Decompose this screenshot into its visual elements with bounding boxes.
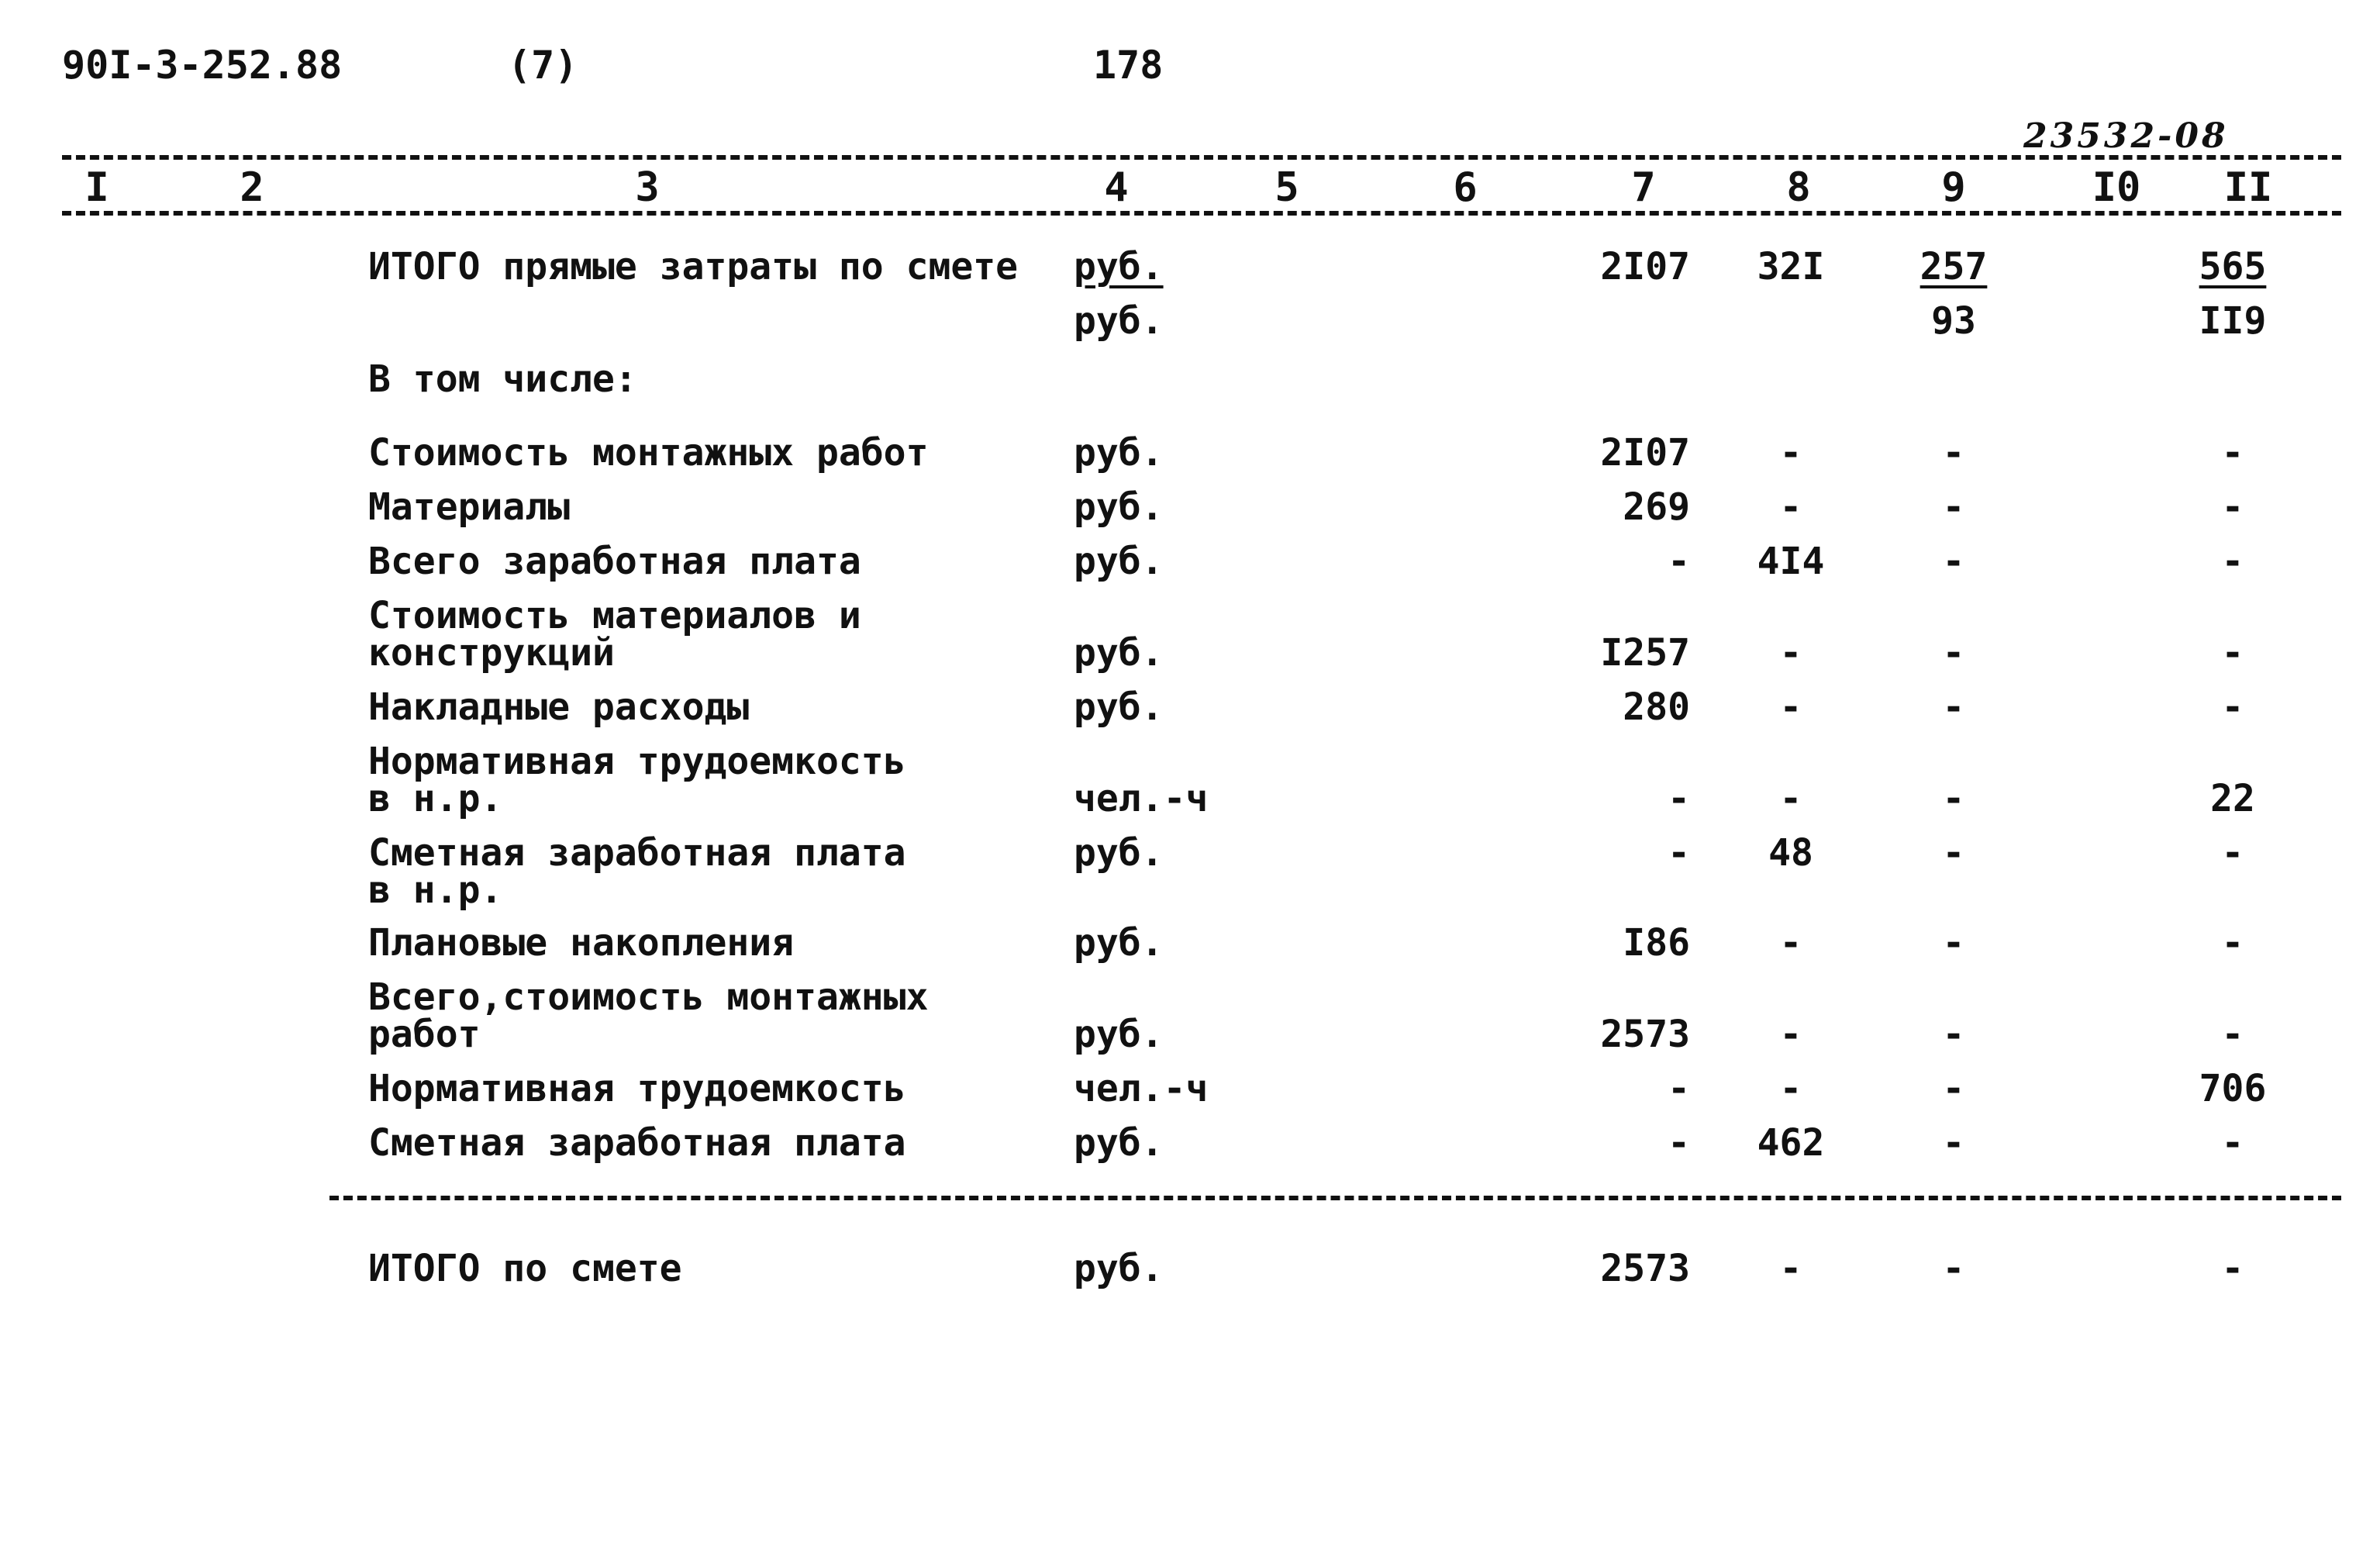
cell-col7: 2I07	[1600, 431, 1690, 475]
cell-col8: -	[1779, 777, 1802, 820]
total-unit: руб.	[1074, 1247, 1164, 1290]
column-number-1: I	[85, 164, 109, 211]
row-label: Всего заработная плата	[368, 540, 861, 583]
cell-col8: 48	[1768, 831, 1813, 875]
row-label: Нормативная трудоемкость	[368, 740, 906, 783]
cell-col11: -	[2221, 921, 2244, 965]
header-rule-bottom	[62, 211, 2341, 216]
cell-col11: -	[2221, 831, 2244, 875]
row-label: Накладные расходы	[368, 685, 750, 729]
handwritten-stamp: 23532-08	[2023, 116, 2229, 156]
cell-col9: -	[1942, 921, 1965, 965]
row-unit: руб.	[1074, 1121, 1164, 1165]
section-divider	[329, 1196, 2341, 1200]
cell-col9: -	[1942, 631, 1965, 675]
row-unit: руб.	[1074, 1013, 1164, 1056]
column-number-7: 7	[1631, 164, 1656, 211]
cell-col7: 280	[1623, 685, 1690, 729]
row-label-continued: в н.р.	[368, 777, 503, 820]
row-label: Материалы	[368, 485, 571, 529]
cell-col11: 22	[2210, 777, 2255, 820]
row-label: ИТОГО прямые затраты по смете	[368, 245, 1019, 288]
column-number-11: II	[2223, 164, 2273, 211]
column-number-3: 3	[635, 164, 660, 211]
row-unit: руб.	[1074, 831, 1164, 875]
cell-col8: -	[1779, 921, 1802, 965]
cell-col9: -	[1942, 485, 1965, 529]
cell-col11: -	[2221, 431, 2244, 475]
row-label: Сметная заработная плата	[368, 1121, 906, 1165]
total-col7: 2573	[1600, 1247, 1690, 1290]
row-unit: руб.	[1074, 685, 1164, 729]
page-number: 178	[1093, 43, 1164, 88]
column-number-8: 8	[1786, 164, 1811, 211]
cell-col8: -	[1779, 1067, 1802, 1110]
total-label: ИТОГО по смете	[368, 1247, 682, 1290]
cell-col8: -	[1779, 685, 1802, 729]
cell-col7: I86	[1623, 921, 1690, 965]
total-col8: -	[1779, 1247, 1802, 1290]
cell-col8: -	[1779, 1013, 1802, 1056]
cell-col9: -	[1942, 1013, 1965, 1056]
document-code: 90I-3-252.88	[62, 43, 343, 88]
row-unit: руб.	[1074, 431, 1164, 475]
cell-col7: -	[1668, 831, 1690, 875]
cell-col7: -	[1668, 777, 1690, 820]
cell-col11: 565	[2199, 245, 2267, 288]
cell-col11: -	[2221, 631, 2244, 675]
column-number-6: 6	[1453, 164, 1478, 211]
cell-col11: -	[2221, 540, 2244, 583]
row-label: Стоимость монтажных работ	[368, 431, 929, 475]
cell-col9: -	[1942, 1067, 1965, 1110]
cell-col11: -	[2221, 1121, 2244, 1165]
column-number-9: 9	[1941, 164, 1966, 211]
row-label: Нормативная трудоемкость	[368, 1067, 906, 1110]
cell-col8: 32I	[1757, 245, 1825, 288]
row-unit: чел.-ч	[1074, 777, 1209, 820]
cell-col11: -	[2221, 1013, 2244, 1056]
cell-col7: 2573	[1600, 1013, 1690, 1056]
column-number-10: I0	[2092, 164, 2141, 211]
row-unit: руб.	[1074, 540, 1164, 583]
cell-col7: 269	[1623, 485, 1690, 529]
cell-col11: -	[2221, 685, 2244, 729]
cell-col7: -	[1668, 1121, 1690, 1165]
cell-col9: 257	[1920, 245, 1988, 288]
cell-col9-secondary: 93	[1931, 299, 1976, 343]
row-unit: руб.	[1074, 921, 1164, 965]
cell-col9: -	[1942, 685, 1965, 729]
part-number: (7)	[508, 43, 578, 88]
row-unit: руб.	[1074, 485, 1164, 529]
cell-col9: -	[1942, 1121, 1965, 1165]
header-rule-top	[62, 155, 2341, 160]
cell-col8: 4I4	[1757, 540, 1825, 583]
row-label: Стоимость материалов и	[368, 594, 861, 637]
row-unit: руб.	[1074, 631, 1164, 675]
row-label-continued: в н.р.	[368, 868, 503, 912]
row-label: В том числе:	[368, 357, 637, 401]
cell-col11: 706	[2199, 1067, 2267, 1110]
cell-col11: -	[2221, 485, 2244, 529]
cell-col9: -	[1942, 831, 1965, 875]
cell-col9: -	[1942, 777, 1965, 820]
row-label: Плановые накопления	[368, 921, 795, 965]
cell-col11-secondary: II9	[2199, 299, 2267, 343]
column-number-2: 2	[240, 164, 264, 211]
column-number-4: 4	[1104, 164, 1129, 211]
cell-col9: -	[1942, 431, 1965, 475]
row-unit: руб.	[1074, 245, 1164, 288]
cell-col7: 2I07	[1600, 245, 1690, 288]
row-label-continued: конструкций	[368, 631, 615, 675]
total-col11: -	[2221, 1247, 2244, 1290]
row-unit-secondary: руб.	[1074, 299, 1164, 343]
row-label: Сметная заработная плата	[368, 831, 906, 875]
row-label: Всего,стоимость монтажных	[368, 975, 929, 1019]
column-number-5: 5	[1275, 164, 1299, 211]
cell-col7: I257	[1600, 631, 1690, 675]
cell-col8: -	[1779, 485, 1802, 529]
row-unit: чел.-ч	[1074, 1067, 1209, 1110]
total-col9: -	[1942, 1247, 1965, 1290]
cell-col9: -	[1942, 540, 1965, 583]
cell-col8: 462	[1757, 1121, 1825, 1165]
row-label-continued: работ	[368, 1013, 481, 1056]
cell-col8: -	[1779, 631, 1802, 675]
cell-col7: -	[1668, 1067, 1690, 1110]
cell-col8: -	[1779, 431, 1802, 475]
cell-col7: -	[1668, 540, 1690, 583]
